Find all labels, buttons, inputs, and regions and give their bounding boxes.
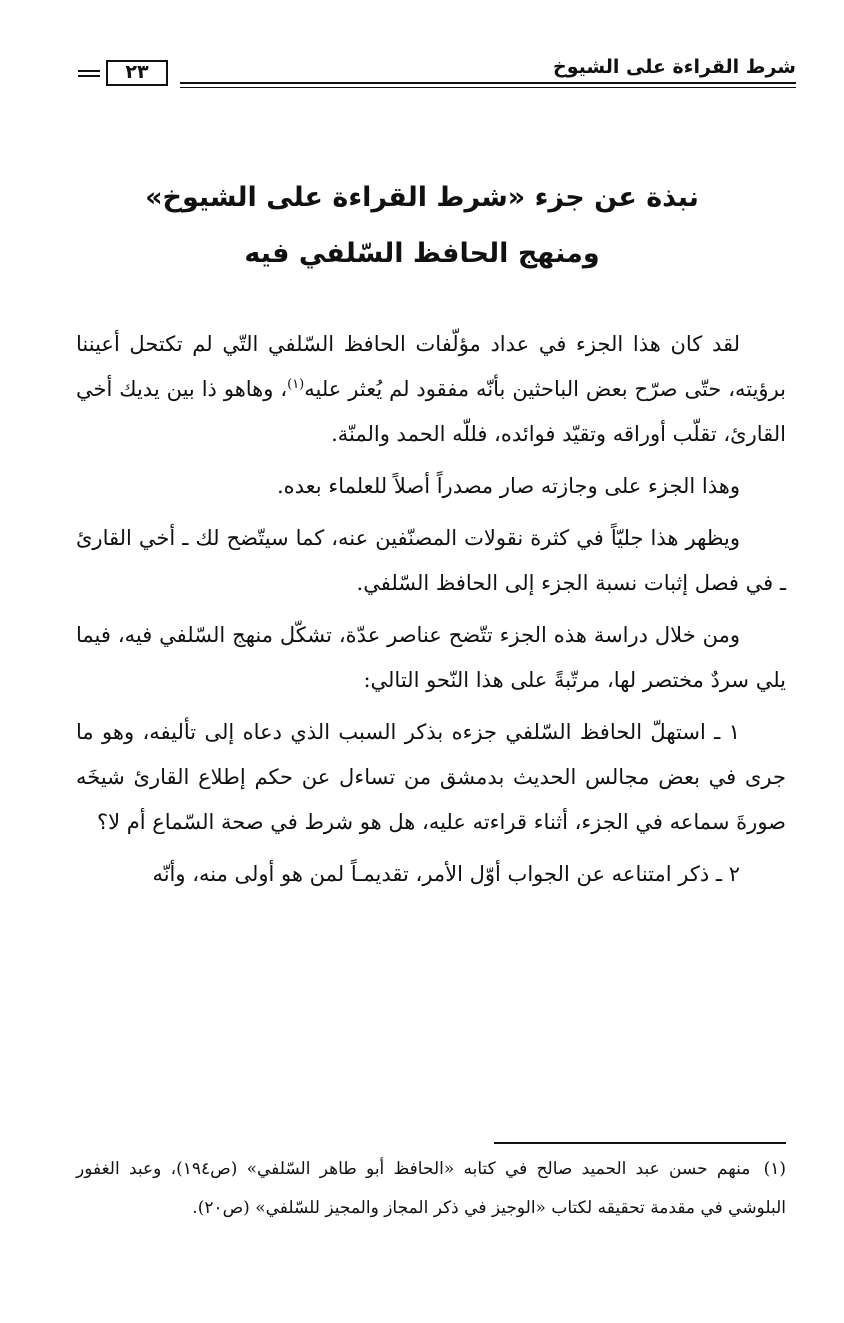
- paragraph-4: ومن خلال دراسة هذه الجزء تتّضح عناصر عدّة، تشكّل منهج السّلفي فيه، فيما يلي سردٌ مختصر لها، مرتّبةً على هذا النّحو التالي:: [76, 623, 786, 692]
- footnote-separator: [494, 1142, 786, 1144]
- section-heading: [80, 170, 764, 282]
- paragraph-1-text-end: ، وهاهو ذا بين يديك أخي القارئ، تقلّب أوراقه وتقيّد فوائده، فللّه الحمد والمنّة.: [76, 377, 786, 446]
- footnote-1: [76, 1150, 786, 1228]
- heading-line-2: ومنهج الحافظ السّلفي فيه: [244, 238, 600, 269]
- list-item-1: ١ ـ استهلّ الحافظ السّلفي جزءه بذكر السبب الذي دعاه إلى تأليفه، وهو ما جرى في بعض مجالس الحديث بدمشق من تساءل عن حكم إطلاع القارئ شيخَه صورةَ سماعه في الجزء، أثناء قراءته عليه، هل هو شرط في صحة السّماع أم لا؟: [76, 720, 786, 834]
- paragraph-2: وهذا الجزء على وجازته صار مصدراً أصلاً للعلماء بعده.: [276, 474, 740, 498]
- footnote-number: (١): [763, 1159, 787, 1179]
- footnotes: [76, 1150, 786, 1228]
- paragraph-1: [76, 322, 786, 457]
- footnote-reference: (١): [287, 377, 305, 392]
- header-rule: [180, 82, 796, 88]
- body-text: [76, 322, 786, 904]
- running-title: شرط القراءة على الشيوخ: [553, 56, 796, 78]
- footnote-text: منهم حسن عبد الحميد صالح في كتابه «الحافظ أبو طاهر السّلفي» (ص١٩٤)، وعبد الغفور البلوشي في مقدمة تحقيقه لكتاب «الوجيز في ذكر المجاز والمجيز للسّلفي» (ص٢٠).: [76, 1159, 786, 1218]
- heading-line-1: نبذة عن جزء «شرط القراءة على الشيوخ»: [145, 182, 699, 213]
- list-item-2: ٢ ـ ذكر امتناعه عن الجواب أوّل الأمر، تقديمـاً لمن هو أولى منه، وأنّه: [152, 862, 740, 886]
- header-ornament: [78, 70, 100, 77]
- page-number: ٢٣: [106, 60, 168, 86]
- paragraph-1-text: لقد كان هذا الجزء في عداد مؤلّفات الحافظ السّلفي التّي لم تكتحل أعيننا برؤيته، حتّى صرّح بعض الباحثين بأنّه مفقود لم يُعثر عليه: [76, 332, 787, 401]
- paragraph-3: ويظهر هذا جليّاً في كثرة نقولات المصنّفين عنه، كما سيتّضح لك ـ أخي القارئ ـ في فصل إثبات نسبة الجزء إلى الحافظ السّلفي.: [76, 526, 786, 595]
- running-header: [78, 52, 796, 94]
